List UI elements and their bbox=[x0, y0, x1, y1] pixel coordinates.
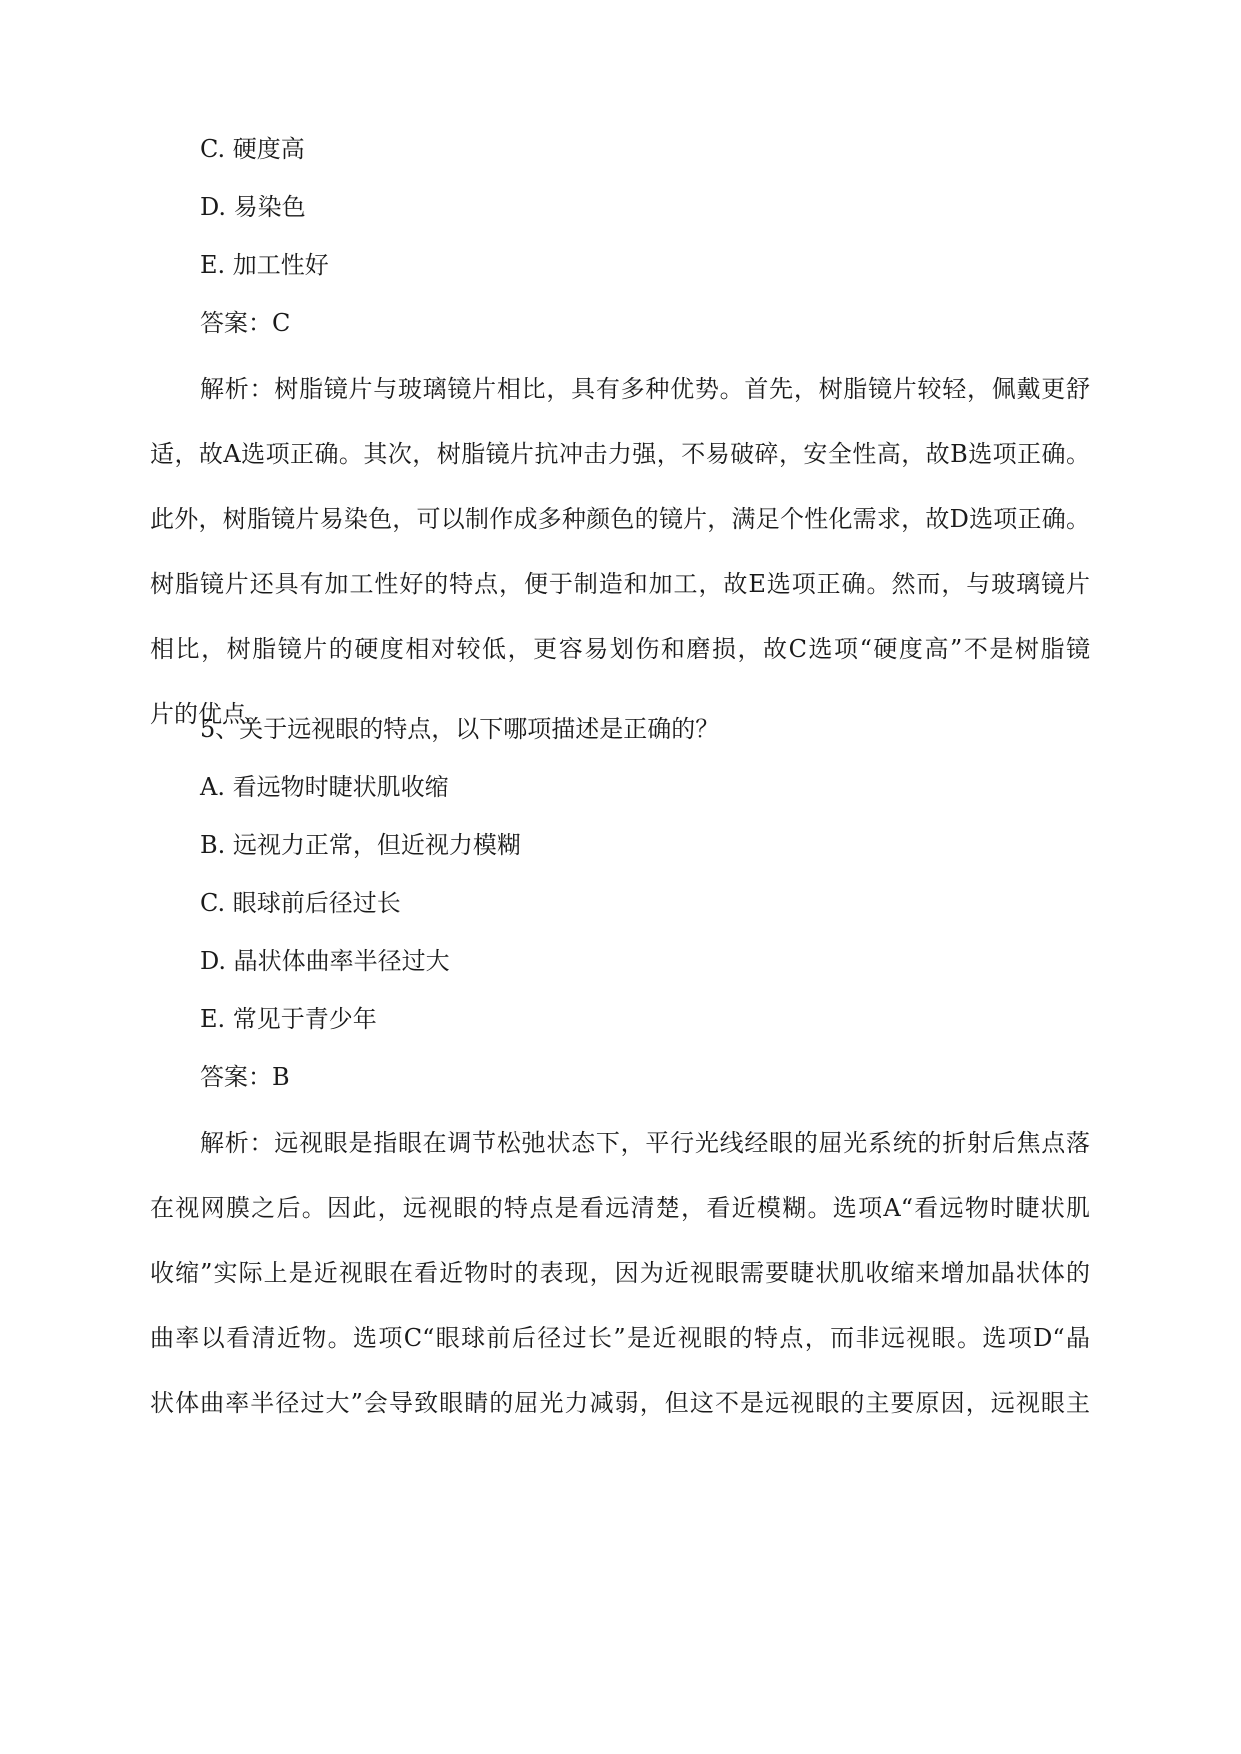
q5-analysis-line: 状体曲率半径过大”会导致眼睛的屈光力减弱，但这不是远视眼的主要原因，远视眼主 bbox=[150, 1389, 1090, 1417]
q5-analysis-line: 收缩”实际上是近视眼在看近物时的表现，因为近视眼需要睫状肌收缩来增加晶状体的 bbox=[150, 1259, 1090, 1287]
q4-analysis bbox=[150, 357, 1090, 747]
q4-option-c: C. 硬度高 bbox=[200, 135, 305, 163]
q5-option-d: D. 晶状体曲率半径过大 bbox=[200, 947, 450, 975]
q4-answer: 答案：C bbox=[200, 309, 291, 337]
q5-analysis-line: 在视网膜之后。因此，远视眼的特点是看远清楚，看近模糊。选项A“看远物时睫状肌 bbox=[150, 1194, 1090, 1222]
q4-analysis-line: 此外，树脂镜片易染色，可以制作成多种颜色的镜片，满足个性化需求，故D选项正确。 bbox=[150, 505, 1090, 533]
q5-analysis bbox=[150, 1111, 1090, 1436]
q5-answer: 答案：B bbox=[200, 1063, 290, 1091]
q5-analysis-line: 曲率以看清近物。选项C“眼球前后径过长”是近视眼的特点，而非远视眼。选项D“晶 bbox=[150, 1324, 1090, 1352]
q5-option-c: C. 眼球前后径过长 bbox=[200, 889, 401, 917]
q5-analysis-line: 解析：远视眼是指眼在调节松弛状态下，平行光线经眼的屈光系统的折射后焦点落 bbox=[200, 1129, 1090, 1157]
q4-analysis-line: 相比，树脂镜片的硬度相对较低，更容易划伤和磨损，故C选项“硬度高”不是树脂镜 bbox=[150, 635, 1090, 663]
q5-option-a: A. 看远物时睫状肌收缩 bbox=[200, 773, 449, 801]
q4-analysis-line: 树脂镜片还具有加工性好的特点，便于制造和加工，故E选项正确。然而，与玻璃镜片 bbox=[150, 570, 1090, 598]
q5-option-b: B. 远视力正常，但近视力模糊 bbox=[200, 831, 521, 859]
q4-analysis-line: 适，故A选项正确。其次，树脂镜片抗冲击力强，不易破碎，安全性高，故B选项正确。 bbox=[150, 440, 1090, 468]
q4-analysis-line: 片的优点。 bbox=[150, 700, 270, 728]
q4-option-e: E. 加工性好 bbox=[200, 251, 329, 279]
q5-question: 5、关于远视眼的特点，以下哪项描述是正确的？ bbox=[200, 715, 720, 743]
q4-option-d: D. 易染色 bbox=[200, 193, 306, 221]
q4-analysis-line: 解析：树脂镜片与玻璃镜片相比，具有多种优势。首先，树脂镜片较轻，佩戴更舒 bbox=[200, 375, 1090, 403]
q5-option-e: E. 常见于青少年 bbox=[200, 1005, 377, 1033]
